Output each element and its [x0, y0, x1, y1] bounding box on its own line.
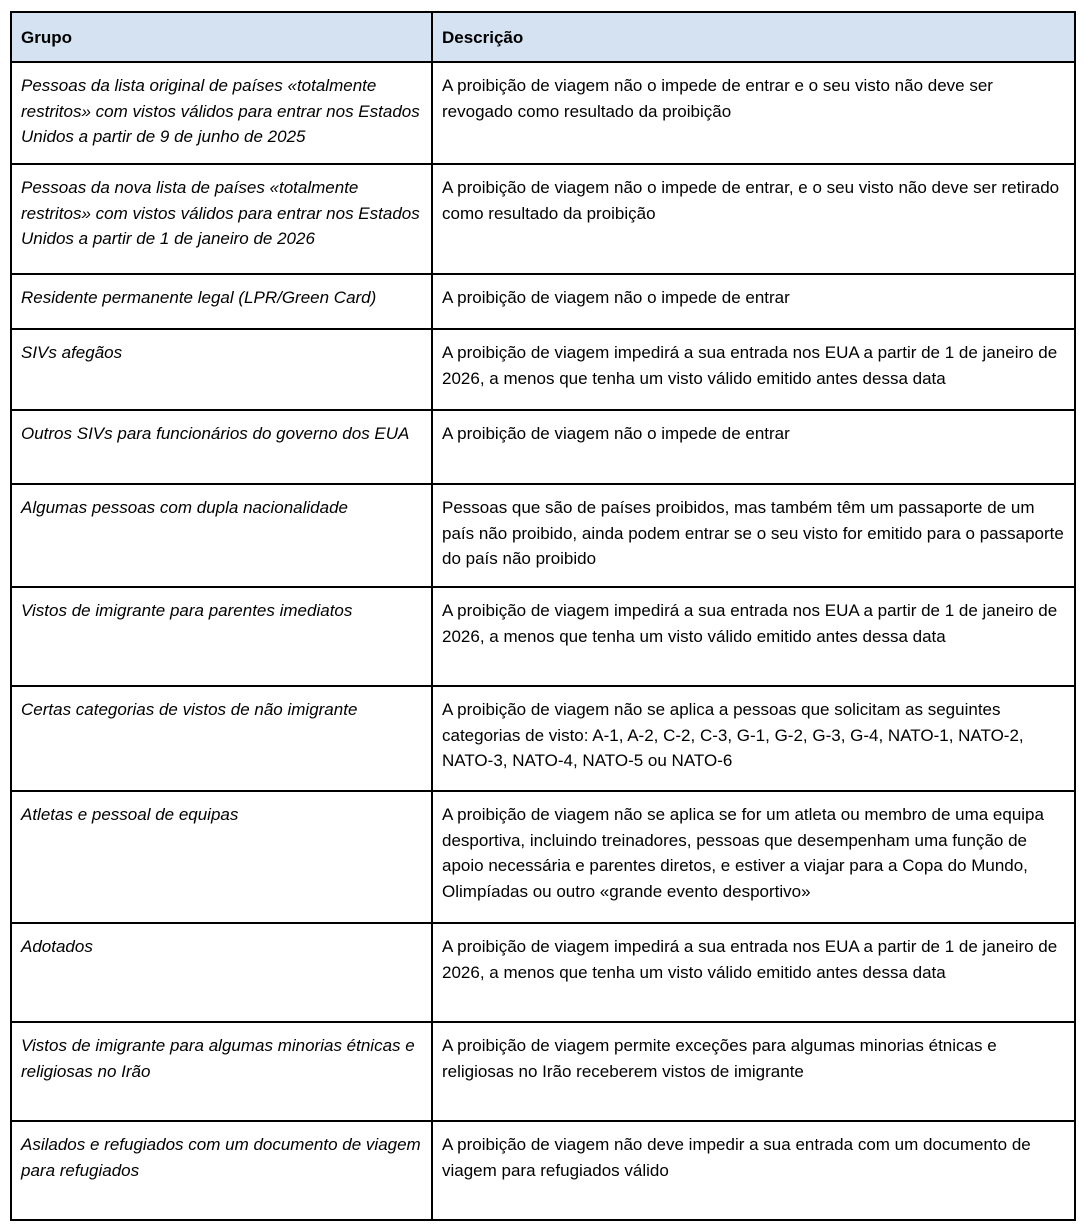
description-cell: A proibição de viagem não o impede de entrar e o seu visto não deve ser revogado como resultado da proibição: [432, 62, 1075, 164]
description-cell: A proibição de viagem não se aplica a pessoas que solicitam as seguintes categorias de visto: A-1, A-2, C-2, C-3, G-1, G-2, G-3, G-4, NATO-1, NATO-2, NATO-3, NATO-4, NATO-5 ou NATO-6: [432, 686, 1075, 791]
group-cell: Vistos de imigrante para parentes imediatos: [11, 587, 432, 686]
description-cell: A proibição de viagem permite exceções para algumas minorias étnicas e religiosas no Irão receberem vistos de imigrante: [432, 1022, 1075, 1121]
table-row: [11, 1121, 1075, 1220]
group-cell: Algumas pessoas com dupla nacionalidade: [11, 484, 432, 587]
group-cell: Pessoas da nova lista de países «totalmente restritos» com vistos válidos para entrar nos Estados Unidos a partir de 1 de janeiro de 2026: [11, 164, 432, 274]
group-cell: Certas categorias de vistos de não imigrante: [11, 686, 432, 791]
group-cell: Atletas e pessoal de equipas: [11, 791, 432, 923]
description-cell: A proibição de viagem não o impede de entrar, e o seu visto não deve ser retirado como resultado da proibição: [432, 164, 1075, 274]
group-cell: Outros SIVs para funcionários do governo dos EUA: [11, 410, 432, 484]
description-cell: A proibição de viagem impedirá a sua entrada nos EUA a partir de 1 de janeiro de 2026, a menos que tenha um visto válido emitido antes dessa data: [432, 587, 1075, 686]
table-row: [11, 791, 1075, 923]
table-header-row: [11, 12, 1075, 62]
table-row: [11, 62, 1075, 164]
group-cell: Residente permanente legal (LPR/Green Card): [11, 274, 432, 329]
travel-ban-table: [10, 11, 1076, 1221]
table-row: [11, 587, 1075, 686]
group-cell: Pessoas da lista original de países «totalmente restritos» com vistos válidos para entrar nos Estados Unidos a partir de 9 de junho de 2025: [11, 62, 432, 164]
group-cell: SIVs afegãos: [11, 329, 432, 410]
description-cell: A proibição de viagem impedirá a sua entrada nos EUA a partir de 1 de janeiro de 2026, a menos que tenha um visto válido emitido antes dessa data: [432, 923, 1075, 1022]
description-cell: Pessoas que são de países proibidos, mas também têm um passaporte de um país não proibido, ainda podem entrar se o seu visto for emitido para o passaporte do país não proibido: [432, 484, 1075, 587]
table-row: [11, 329, 1075, 410]
group-cell: Adotados: [11, 923, 432, 1022]
header-description: Descrição: [432, 12, 1075, 62]
description-cell: A proibição de viagem não o impede de entrar: [432, 410, 1075, 484]
description-cell: A proibição de viagem não se aplica se for um atleta ou membro de uma equipa desportiva, incluindo treinadores, pessoas que desempenham uma função de apoio necessária e parentes diretos, e estiver a viajar para a Copa do Mundo, Olimpíadas ou outro «grande evento desportivo»: [432, 791, 1075, 923]
table-row: [11, 923, 1075, 1022]
table-row: [11, 164, 1075, 274]
table-row: [11, 274, 1075, 329]
description-cell: A proibição de viagem não deve impedir a sua entrada com um documento de viagem para refugiados válido: [432, 1121, 1075, 1220]
header-group: Grupo: [11, 12, 432, 62]
description-cell: A proibição de viagem não o impede de entrar: [432, 274, 1075, 329]
table-row: [11, 484, 1075, 587]
group-cell: Asilados e refugiados com um documento de viagem para refugiados: [11, 1121, 432, 1220]
table-row: [11, 410, 1075, 484]
table-row: [11, 686, 1075, 791]
group-cell: Vistos de imigrante para algumas minorias étnicas e religiosas no Irão: [11, 1022, 432, 1121]
table-row: [11, 1022, 1075, 1121]
description-cell: A proibição de viagem impedirá a sua entrada nos EUA a partir de 1 de janeiro de 2026, a menos que tenha um visto válido emitido antes dessa data: [432, 329, 1075, 410]
